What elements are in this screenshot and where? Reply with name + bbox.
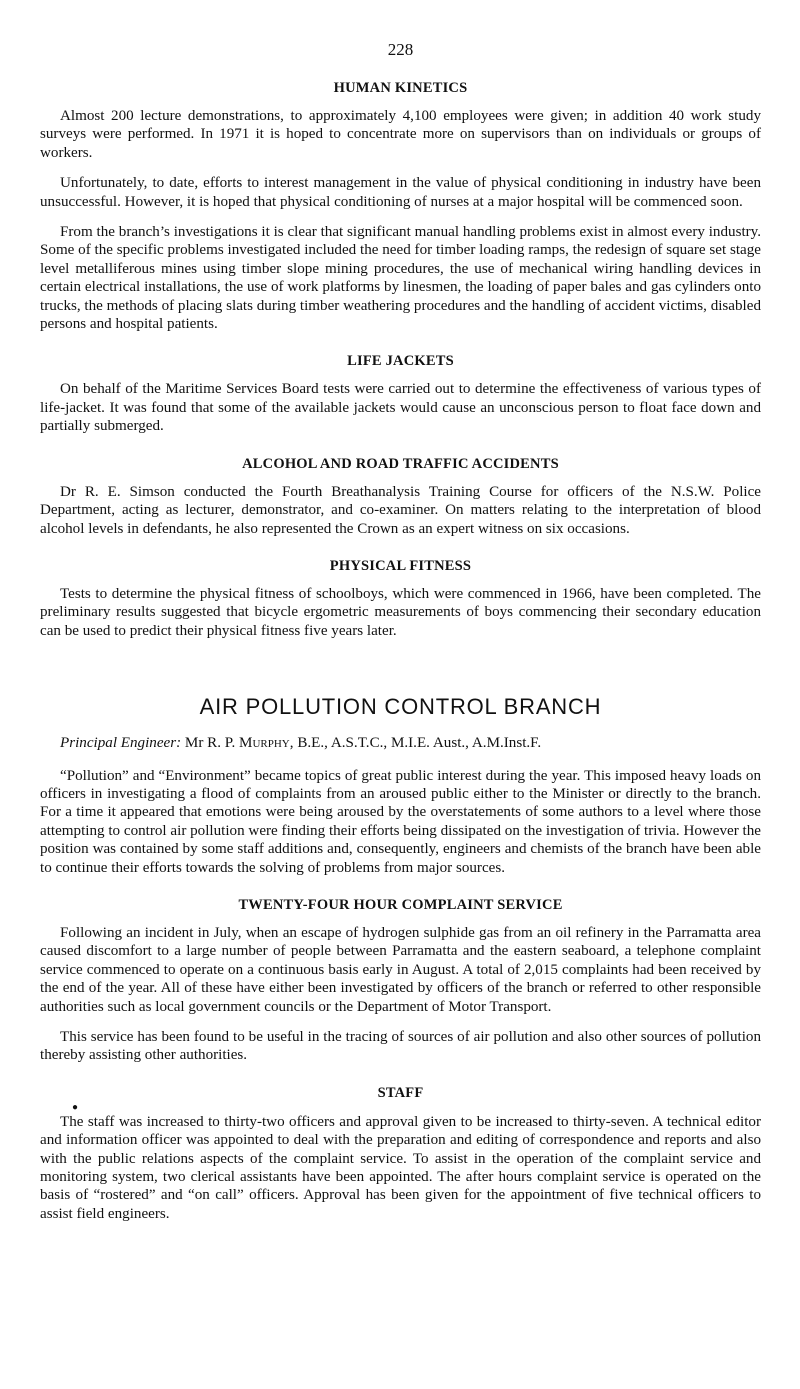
principal-surname: Murphy	[239, 735, 290, 752]
bullet-mark: ●	[72, 1101, 79, 1113]
section-complaint-service	[40, 897, 761, 1065]
principal-credentials: , B.E., A.S.T.C., M.I.E. Aust., A.M.Inst.F.	[289, 735, 542, 752]
paragraph: Tests to determine the physical fitness of schoolboys, which were commenced in 1966, have been completed. The preliminary results suggested that bicycle ergometric measurements of boys commencing their secondary education can be used to predict their physical fitness five years later.	[40, 585, 761, 639]
section-heading: STAFF	[377, 1084, 424, 1101]
section-heading: ALCOHOL AND ROAD TRAFFIC ACCIDENTS	[242, 455, 559, 472]
paragraph: On behalf of the Maritime Services Board tests were carried out to determine the effectiveness of various types of life-jacket. It was found that some of the available jackets would cause an unconscious person to float face down and partially submerged.	[40, 381, 761, 435]
paragraph: Dr R. E. Simson conducted the Fourth Breathanalysis Training Course for officers of the N.S.W. Police Department, acting as lecturer, demonstrator, and co-examiner. On matters relating to the interpretation of blood alcohol levels in defendants, he also represented the Crown as an expert witness on six occasions.	[40, 483, 761, 537]
section-staff	[40, 1085, 761, 1223]
section-air-pollution-control-branch	[40, 694, 761, 877]
paragraph: From the branch’s investigations it is clear that significant manual handling problems exist in almost every industry. Some of the specific problems investigated included the need for timber loading ramps, the redesign of square set stage level metalliferous mines using timber slope mining procedures, the use of mechanical wiring handling devices in certain electrical installations, the use of work platforms by linesmen, the loading of paper bales and gas cylinders onto trucks, the methods of placing slats during timber weathering procedures and the handling of accident victims, disabled persons and hospital patients.	[40, 224, 761, 333]
principal-name-prefix: Mr R. P.	[184, 735, 236, 752]
section-heading: LIFE JACKETS	[347, 353, 454, 370]
paragraph: Following an incident in July, when an escape of hydrogen sulphide gas from an oil refinery in the Parramatta area caused discomfort to a large number of people between Parramatta and the eastern seaboard, a telephone complaint service commenced to operate on a continuous basis early in August. A total of 2,015 complaints had been received by the end of the year. All of these have either been investigated by officers of the branch or referred to other responsible authorities such as local government councils or the Department of Motor Transport.	[40, 924, 761, 1015]
branch-heading: AIR POLLUTION CONTROL BRANCH	[199, 694, 602, 720]
principal-role: Principal Engineer:	[60, 735, 182, 752]
section-heading: PHYSICAL FITNESS	[329, 557, 472, 574]
section-physical-fitness	[40, 558, 761, 640]
paragraph: “Pollution” and “Environment” became topics of great public interest during the year. This imposed heavy loads on officers in investigating a flood of complaints from an aroused public either to the Minister or directly to the branch. For a time it appeared that emotions were being aroused by the overstatements of some authors to a level where those attempting to control air pollution were finding their efforts being dissipated on the investigation of trivia. However the position was contained by some staff additions and, consequently, engineers and chemists of the branch have been able to continue their efforts towards the solving of problems from major sources.	[40, 767, 761, 876]
page-number: 228	[387, 40, 414, 59]
paragraph: This service has been found to be useful in the tracing of sources of air pollution and also other sources of pollution thereby assisting other authorities.	[40, 1029, 761, 1064]
section-human-kinetics	[40, 80, 761, 333]
principal-engineer-line	[40, 734, 761, 752]
paragraph: The staff was increased to thirty-two officers and approval given to be increased to thirty-seven. A technical editor and information officer was appointed to deal with the preparation and editing of correspondence and reports and also with the public relations aspects of the complaint service. To assist in the operation of the complaint service and monitoring system, two clerical assistants have been appointed. The after hours complaint service is operated on the basis of “rostered” and “on call” officers. Approval has been given for the appointment of five technical officers to assist field engineers.	[40, 1113, 761, 1222]
section-life-jackets	[40, 353, 761, 435]
document-page	[40, 40, 761, 1235]
section-heading: HUMAN KINETICS	[333, 80, 468, 96]
section-alcohol-road-traffic	[40, 456, 761, 538]
section-heading: TWENTY-FOUR HOUR COMPLAINT SERVICE	[238, 896, 563, 913]
paragraph: Almost 200 lecture demonstrations, to approximately 4,100 employees were given; in addition 40 work study surveys were performed. In 1971 it is hoped to concentrate more on supervisors than on individuals or groups of workers.	[40, 108, 761, 161]
paragraph: Unfortunately, to date, efforts to interest management in the value of physical conditioning in industry have been unsuccessful. However, it is hoped that physical conditioning of nurses at a major hospital will be commenced soon.	[40, 175, 761, 210]
